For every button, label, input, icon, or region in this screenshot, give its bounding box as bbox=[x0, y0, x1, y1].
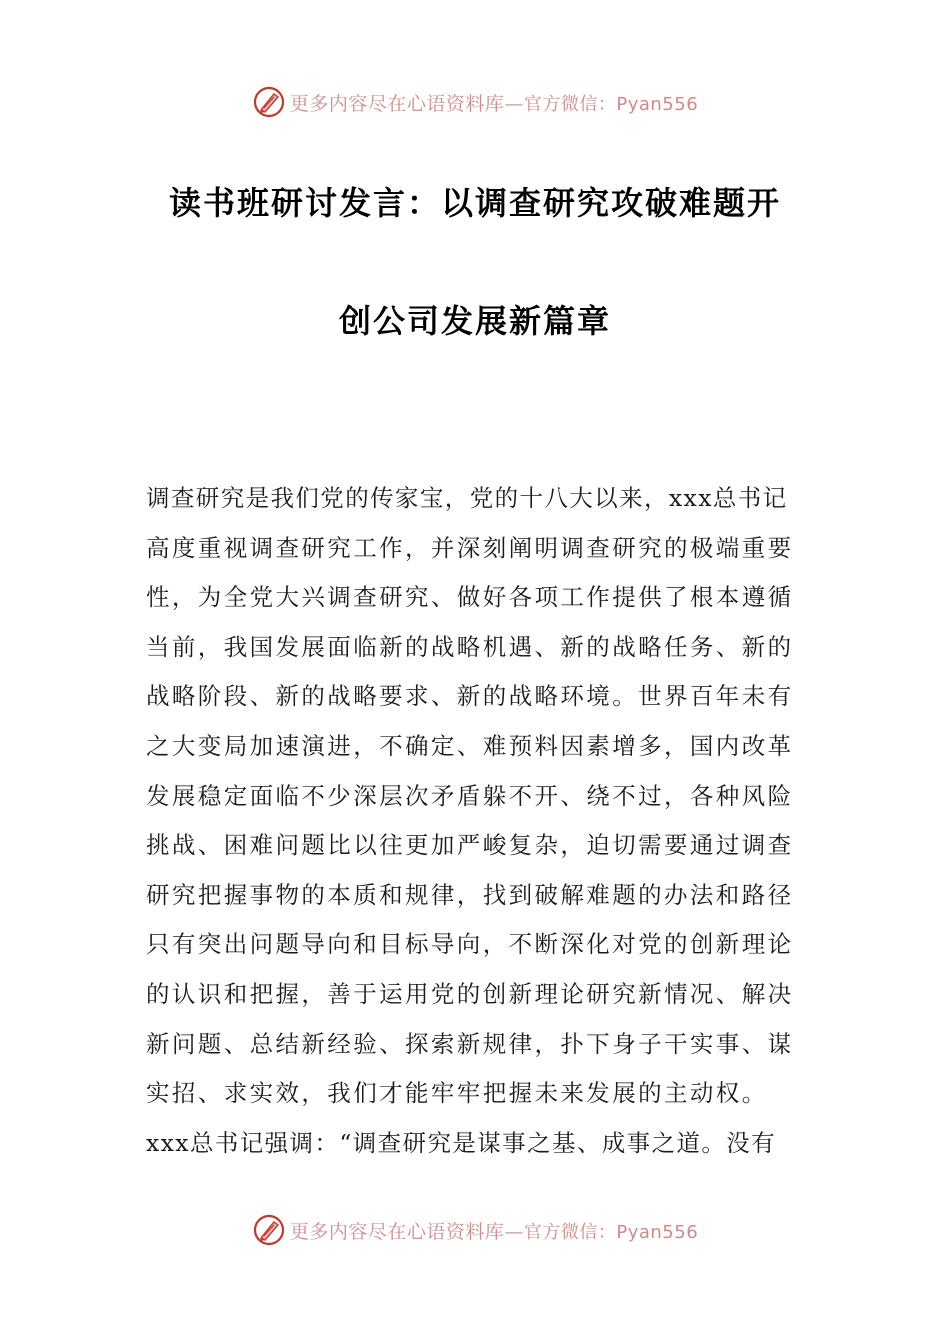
body-line: 当前，我国发展面临新的战略机遇、新的战略任务、新的 bbox=[146, 632, 794, 661]
body-line: xxx总书记强调：“调查研究是谋事之基、成事之道。没有 bbox=[146, 1128, 777, 1157]
document-body bbox=[146, 474, 808, 1168]
pen-nib-logo-icon bbox=[252, 1213, 286, 1247]
document-title-line-1: 读书班研讨发言：以调查研究攻破难题开 bbox=[168, 184, 781, 222]
body-line: 新问题、总结新经验、探索新规律，扑下身子干实事、谋 bbox=[146, 1029, 794, 1058]
body-line: 高度重视调查研究工作，并深刻阐明调查研究的极端重要 bbox=[146, 533, 794, 562]
document-title-line-2: 创公司发展新篇章 bbox=[338, 302, 611, 340]
watermark-header bbox=[0, 82, 950, 122]
body-line: 性，为全党大兴调查研究、做好各项工作提供了根本遵循 bbox=[146, 583, 794, 612]
pen-nib-logo-icon bbox=[252, 85, 286, 119]
body-line: 发展稳定面临不少深层次矛盾躲不开、绕不过，各种风险 bbox=[146, 781, 794, 810]
body-line: 研究把握事物的本质和规律，找到破解难题的办法和路径 bbox=[146, 880, 794, 909]
watermark-header-text: 更多内容尽在心语资料库—官方微信：Pyan556 bbox=[289, 92, 699, 115]
body-line: 只有突出问题导向和目标导向，不断深化对党的创新理论 bbox=[146, 930, 794, 959]
body-line: 战略阶段、新的战略要求、新的战略环境。世界百年未有 bbox=[146, 682, 794, 711]
body-line: 调查研究是我们党的传家宝，党的十八大以来，xxx总书记 bbox=[146, 484, 788, 512]
body-line: 挑战、困难问题比以往更加严峻复杂，迫切需要通过调查 bbox=[146, 831, 794, 860]
body-line: 实招、求实效，我们才能牢牢把握未来发展的主动权。 bbox=[146, 1079, 768, 1108]
body-line: 之大变局加速演进，不确定、难预料因素增多，国内改革 bbox=[146, 731, 794, 760]
watermark-footer bbox=[0, 1210, 950, 1250]
watermark-footer-text: 更多内容尽在心语资料库—官方微信：Pyan556 bbox=[289, 1220, 699, 1243]
body-line: 的认识和把握，善于运用党的创新理论研究新情况、解决 bbox=[146, 979, 794, 1008]
